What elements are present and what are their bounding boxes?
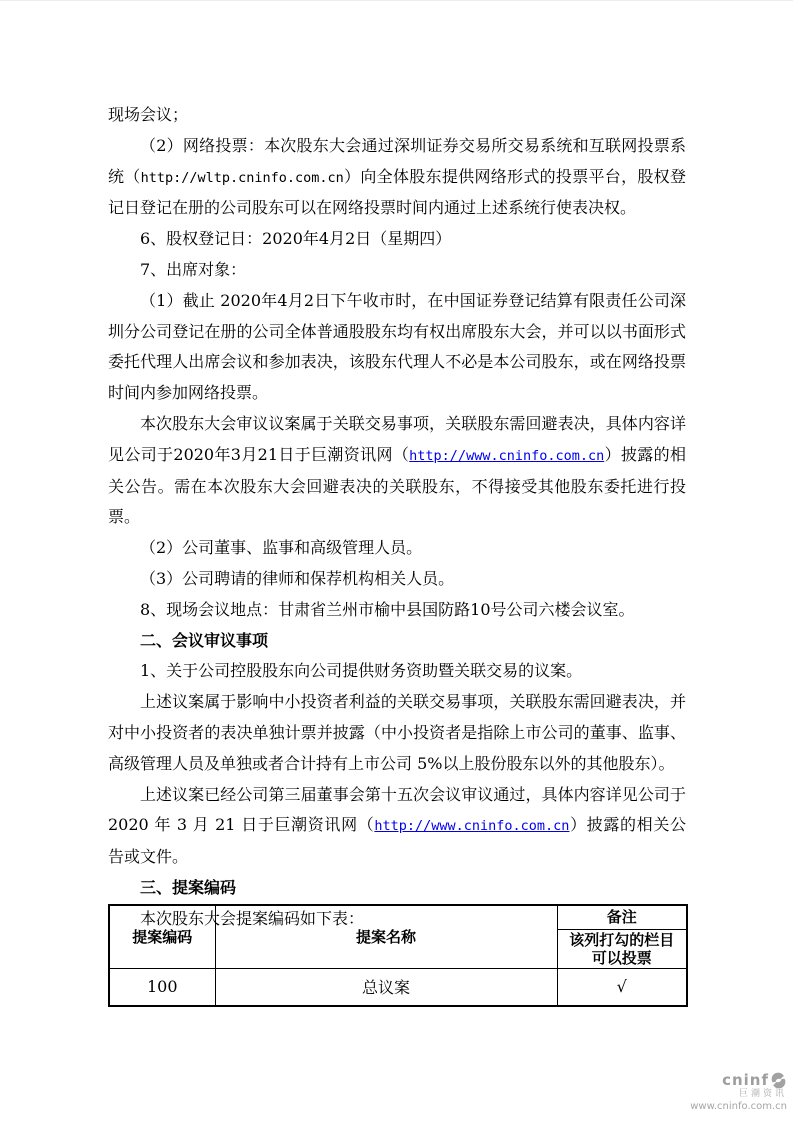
text-run: （2）公司董事、监事和高级管理人员。 [140,538,423,558]
votable-mark-cell: √ [557,968,687,1006]
paragraph [108,100,686,131]
cninfo-brand-text: cninf [722,1071,769,1090]
paragraph [108,780,686,873]
paragraph [108,224,686,255]
text-run: ）向全体股东提供网络形式的投票平台，股权登记日登记在册的公司股东可以在网络投票时间内通过上述系统行使表决权。 [108,166,686,218]
text-run: 二、会议审议事项 [140,630,269,650]
paragraph [108,286,686,409]
url-text: http://wltp.cninfo.com.cn [140,169,344,186]
text-run: ）披露的相关公告或文件。 [108,815,686,867]
section-heading [108,626,686,657]
text-run: 现场会议； [108,105,189,124]
text-run: （1）截止 2020年4月2日下午收市时，在中国证券登记结算有限责任公司深圳分公司登记在册的公司全体普通股股东均有权出席股东大会，并可以以书面形式委托代理人出席会议和参加表决，该股东代理人不必是本公司股东，或在网络投票时间内参加网络投票。 [108,290,686,403]
cninfo-link[interactable]: http://www.cninfo.com.cn [409,447,605,464]
cninfo-logo [690,1072,787,1112]
text-run: 6、股权登记日：2020年4月2日（星期四） [140,229,452,249]
text-run: 7、出席对象： [140,259,247,279]
header-proposal-name: 提案名称 [215,905,557,968]
text-run: 上述议案已经公司第三届董事会第十五次会议审议通过，具体内容详见公司于2020 年 3 月 21 日于巨潮资讯网（ [108,784,686,835]
header-note: 备注 [557,905,687,929]
proposal-table-wrapper [108,898,688,1007]
header-proposal-code: 提案编码 [109,905,215,968]
cninfo-url-text: www.cninfo.com.cn [690,1101,787,1112]
header-note-detail: 该列打勾的栏目可以投票 [557,929,687,968]
cninfo-swirl-icon [770,1072,787,1089]
text-run: 1、关于公司控股股东向公司提供财务资助暨关联交易的议案。 [140,661,583,681]
table-row [109,968,687,1006]
paragraph [108,687,686,779]
text-run: ）披露的相关公告。需在本次股东大会回避表决的关联股东，不得接受其他股东委托进行投票。 [108,444,686,527]
document-body [108,100,686,935]
text-run: （2）网络投票：本次股东大会通过深圳证券交易所交易系统和互联网投票系统（ [108,135,686,186]
proposal-table [108,904,688,1007]
cninfo-brand-chinese: 巨潮资讯 [738,1089,787,1100]
table-header-row [109,905,687,929]
cninfo-link[interactable]: http://www.cninfo.com.cn [374,818,570,835]
proposal-code-cell: 100 [109,968,215,1006]
text-run: 本次股东大会提案编码如下表： [140,908,365,928]
paragraph [108,656,686,687]
text-run: 三、提案编码 [140,877,237,897]
proposal-name-cell: 总议案 [215,968,557,1006]
paragraph [108,409,686,533]
cninfo-brand-row [690,1072,787,1089]
paragraph [108,533,686,564]
proposal-table-body [109,968,687,1006]
text-run: 本次股东大会审议议案属于关联交易事项，关联股东需回避表决，具体内容详见公司于2020年3月21日于巨潮资讯网（ [108,413,686,464]
paragraph [108,131,686,224]
text-run: 8、现场会议地点：甘肃省兰州市榆中县国防路10号公司六楼会议室。 [140,599,635,619]
text-run: 上述议案属于影响中小投资者利益的关联交易事项，关联股东需回避表决，并对中小投资者的表决单独计票并披露（中小投资者是指除上市公司的董事、监事、高级管理人员及单独或者合计持有上市公司 5%以上股份股东以外的其他股东）。 [108,692,686,773]
paragraph [108,564,686,595]
paragraph [108,255,686,286]
paragraph [108,595,686,626]
text-run: （3）公司聘请的律师和保荐机构相关人员。 [140,568,455,588]
